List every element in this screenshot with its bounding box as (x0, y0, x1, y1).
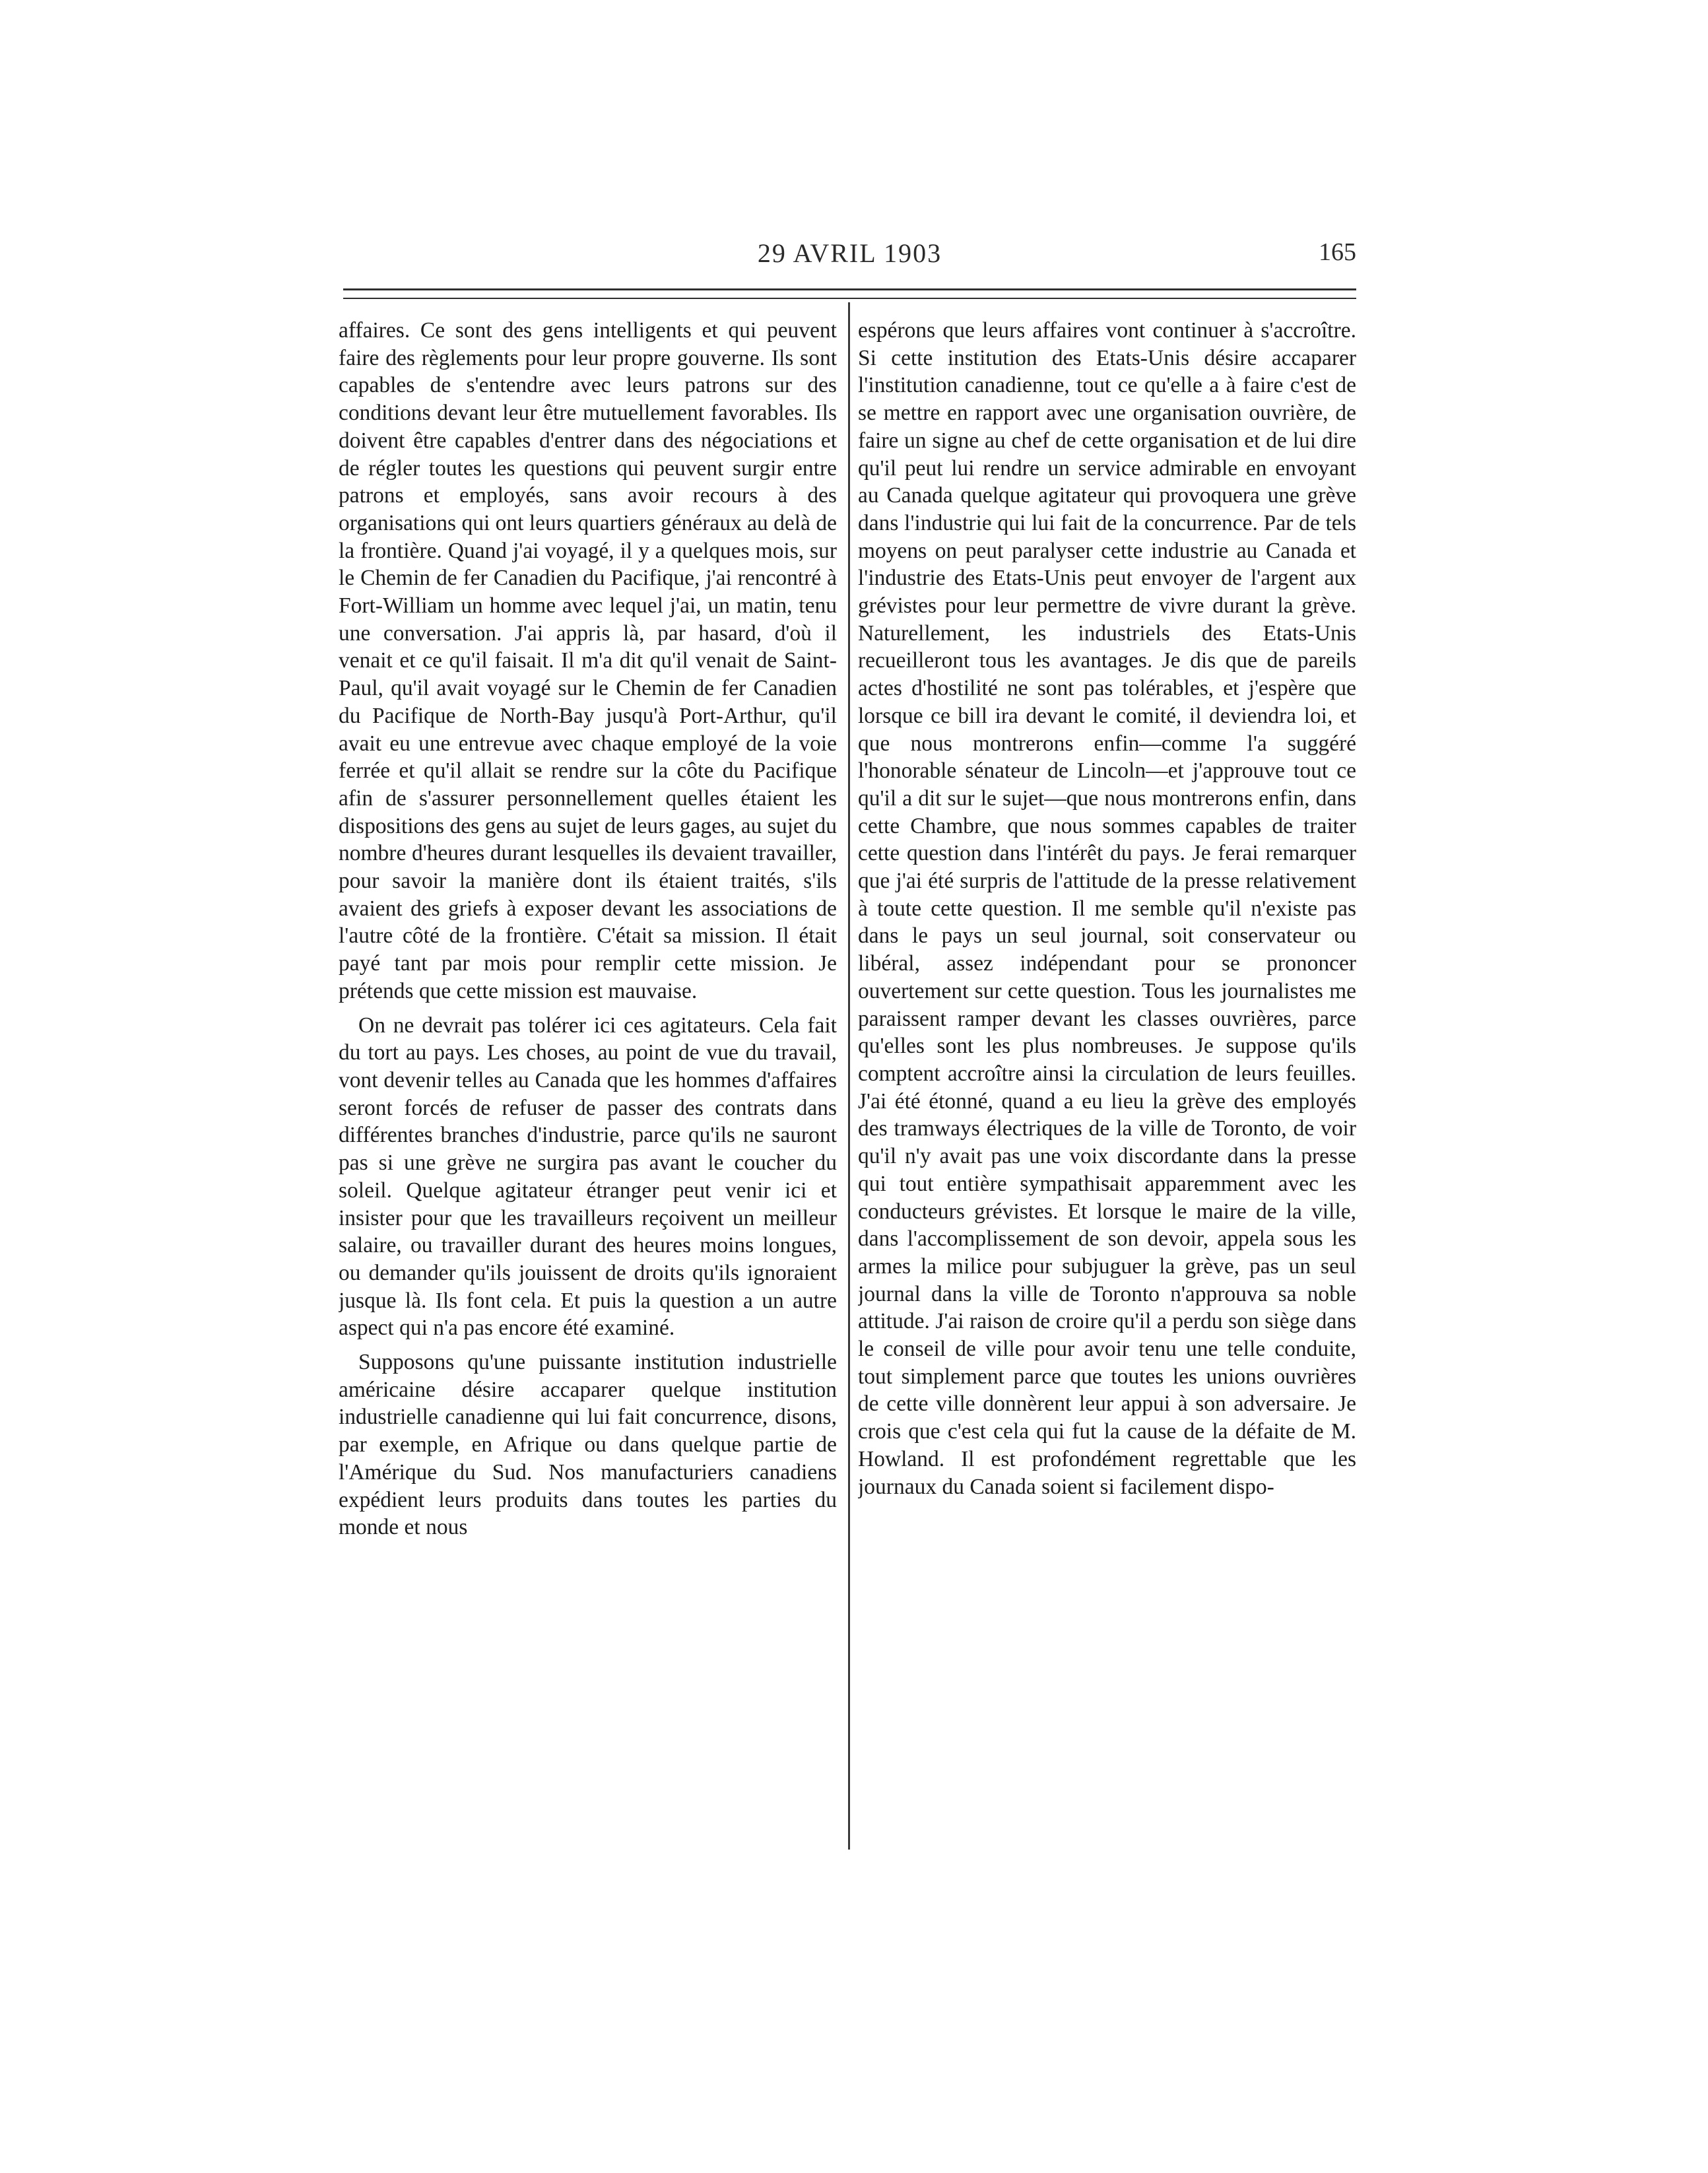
page-header (343, 238, 1356, 275)
page-number: 165 (1319, 238, 1356, 266)
left-paragraph-2: On ne devrait pas tolérer ici ces agitateurs. Cela fait du tort au pays. Les choses, au point de vue du travail, vont devenir telles au Canada que les hommes d'affaires seront forcés de refuser de passer des contrats dans différentes branches d'industrie, parce qu'ils ne sauront pas si une grève ne surgira pas avant le coucher du soleil. Quelque agitateur étranger peut venir ici et insister pour que les travailleurs reçoivent un meilleur salaire, ou travailler durant des heures moins longues, ou demander qu'ils jouissent de droits qu'ils ignoraient jusque là. Ils font cela. Et puis la question a un autre aspect qui n'a pas encore été examiné. (339, 1013, 837, 1341)
left-paragraph-1: affaires. Ce sont des gens intelligents et qui peuvent faire des règlements pour leur propre gouverne. Ils sont capables de s'entendre avec leurs patrons sur des conditions devant leur être mutuellement favorables. Ils doivent être capables d'entrer dans des négociations et de régler toutes les questions qui peuvent surgir entre patrons et employés, sans avoir recours à des organisations qui ont leurs quartiers généraux au delà de la frontière. Quand j'ai voyagé, il y a quelques mois, sur le Chemin de fer Canadien du Pacifique, j'ai rencontré à Fort-William un homme avec lequel j'ai, un matin, tenu une conversation. J'ai appris là, par hasard, d'où il venait et ce qu'il faisait. Il m'a dit qu'il venait de Saint-Paul, qu'il avait voyagé sur le Chemin de fer Canadien du Pacifique de North-Bay jusqu'à Port-Arthur, qu'il avait eu une entrevue avec chaque employé de la voie ferrée et qu'il allait se rendre sur la côte du Pacifique afin de s'assurer personnellement quelles étaient les dispositions des gens au sujet de leurs gages, au sujet du nombre d'heures durant lesquelles ils devaient travailler, pour savoir la manière dont ils étaient traités, s'ils avaient des griefs à exposer devant les associations de l'autre côté de la frontière. C'était sa mission. Il était payé tant par mois pour remplir cette mission. Je prétends que cette mission est mauvaise. (339, 318, 837, 1003)
page-date: 29 AVRIL 1903 (757, 238, 942, 268)
right-column (858, 317, 1356, 1855)
header-rule-bottom (343, 298, 1356, 299)
header-rule-top (343, 288, 1356, 290)
right-paragraph-1: espérons que leurs affaires vont continuer à s'accroître. Si cette institution des Etats-Unis désire accaparer l'institution canadienne, tout ce qu'elle a à faire c'est de se mettre en rapport avec une organisation ouvrière, de faire un signe au chef de cette organisation et de lui dire qu'il peut lui rendre un service admirable en envoyant au Canada quelque agitateur qui provoquera une grève dans l'industrie qui lui fait de la concurrence. Par de tels moyens on peut paralyser cette industrie au Canada et l'industrie des Etats-Unis peut envoyer de l'argent aux grévistes pour leur permettre de vivre durant la grève. Naturellement, les industriels des Etats-Unis recueilleront tous les avantages. Je dis que de pareils actes d'hostilité ne sont pas tolérables, et j'espère que lorsque ce bill ira devant le comité, il deviendra loi, et que nous montrerons enfin—comme l'a suggéré l'honorable sénateur de Lincoln—et j'approuve tout ce qu'il a dit sur le sujet—que nous montrerons enfin, dans cette Chambre, que nous sommes capables de traiter cette question dans l'intérêt du pays. Je ferai remarquer que j'ai été surpris de l'attitude de la presse relativement à toute cette question. Il me semble qu'il n'existe pas dans le pays un seul journal, soit conservateur ou libéral, assez indépendant pour se prononcer ouvertement sur cette question. Tous les journalistes me paraissent ramper devant les classes ouvrières, parce qu'elles sont les plus nombreuses. Je suppose qu'ils comptent accroître ainsi la circulation de leurs feuilles. J'ai été étonné, quand a eu lieu la grève des employés des tramways électriques de la ville de Toronto, de voir qu'il n'y avait pas une voix discordante dans la presse qui tout entière sympathisait apparemment avec les conducteurs grévistes. Et lorsque le maire de la ville, dans l'accomplissement de son devoir, appela sous les armes la milice pour subjuguer la grève, pas un seul journal dans la ville de Toronto n'approuva sa noble attitude. J'ai raison de croire qu'il a perdu son siège dans le conseil de ville pour avoir tenu une telle conduite, tout simplement parce que toutes les unions ouvrières de cette ville donnèrent leur appui à son adversaire. Je crois que c'est cela qui fut la cause de la défaite de M. Howland. Il est profondément regrettable que les journaux du Canada soient si facilement dispo- (858, 318, 1356, 1499)
left-paragraph-3: Supposons qu'une puissante institution industrielle américaine désire accaparer quelque institution industrielle canadienne qui lui fait concurrence, disons, par exemple, en Afrique ou dans quelque partie de l'Amérique du Sud. Nos manufacturiers canadiens expédient leurs produits dans toutes les parties du monde et nous (339, 1350, 837, 1540)
left-column (339, 317, 837, 1855)
column-divider (848, 302, 850, 1850)
